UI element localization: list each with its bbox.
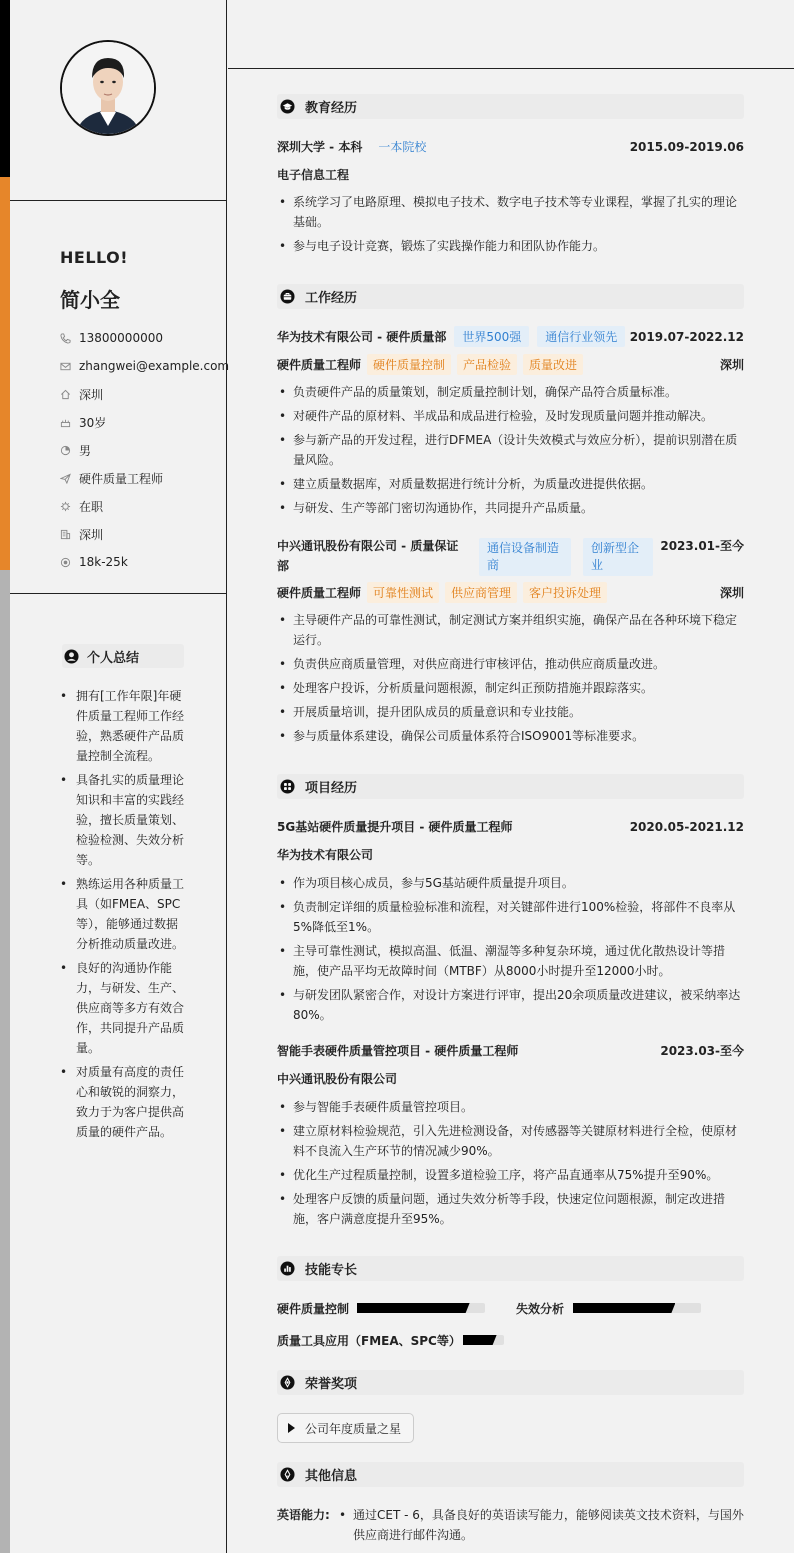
send-icon	[60, 473, 71, 484]
award-icon	[280, 1375, 295, 1390]
job-role-row	[277, 354, 744, 375]
skill-tag: 产品检验	[457, 354, 517, 375]
other-item: • 通过CET - 6，具备良好的英语读写能力，能够阅读英文技术资料，与国外供应商进行邮件沟通。	[337, 1505, 744, 1545]
skill-tag: 质量改进	[523, 354, 583, 375]
skill-tag: 客户投诉处理	[523, 582, 607, 603]
projects-heading	[277, 774, 744, 799]
project-item: • 作为项目核心成员，参与5G基站硬件质量提升项目。	[277, 873, 744, 893]
project-item: • 参与智能手表硬件质量管控项目。	[277, 1097, 744, 1117]
honors-title: 荣誉奖项	[305, 1377, 358, 1392]
building-icon	[60, 529, 71, 540]
info-email	[60, 352, 230, 380]
honors-heading	[277, 1370, 744, 1395]
user-circle-icon	[64, 649, 79, 664]
major: 电子信息工程	[277, 168, 350, 182]
person-name: 简小全	[60, 288, 120, 312]
job-company-line2: 部	[277, 559, 290, 573]
status-icon	[60, 501, 71, 512]
age-icon	[60, 417, 71, 428]
header-divider	[228, 68, 794, 69]
job-company: 华为技术有限公司 - 硬件质量部	[277, 330, 447, 344]
info-text: 在职	[79, 499, 104, 514]
job-bullets	[277, 610, 744, 750]
info-text: 深圳	[79, 387, 104, 402]
education-item: • 参与电子设计竞赛，锻炼了实践操作能力和团队协作能力。	[277, 236, 744, 256]
skill-tag: 硬件质量控制	[367, 354, 451, 375]
briefcase-icon	[280, 289, 295, 304]
info-icon	[280, 1467, 295, 1482]
salary-icon	[60, 557, 71, 568]
other-title: 其他信息	[305, 1469, 358, 1484]
summary-item: • 良好的沟通协作能力，与研发、生产、供应商等多方有效合作，共同提升产品质量。	[60, 958, 188, 1058]
project-header	[277, 1042, 744, 1059]
sidebar	[10, 0, 230, 1553]
info-text: zhangwei@example.com	[79, 359, 230, 373]
job-item: • 负责硬件产品的质量策划，制定质量控制计划，确保产品符合质量标准。	[277, 382, 744, 402]
project-item: • 优化生产过程质量控制，设置多道检验工序，将产品直通率从75%提升至90%。	[277, 1165, 744, 1185]
stripe-gray	[0, 570, 10, 1553]
sidebar-divider	[10, 593, 227, 594]
home-icon	[60, 389, 71, 400]
grid-icon	[280, 779, 295, 794]
info-city	[60, 520, 230, 548]
job-item: • 开展质量培训，提升团队成员的质量意识和专业技能。	[277, 702, 744, 722]
summary-item: • 拥有[工作年限]年硬件质量工程师工作经验，熟悉硬件产品质量控制全流程。	[60, 686, 188, 766]
company-tag: 通信设备制造商	[479, 538, 571, 576]
info-gender	[60, 436, 230, 464]
skills-heading	[277, 1256, 744, 1281]
education-bullets	[277, 192, 744, 260]
job-date: 2023.01-至今	[660, 539, 744, 553]
skill-bar-track	[357, 1303, 485, 1313]
skill-name: 硬件质量控制	[277, 1302, 350, 1316]
skill-bar-track	[463, 1335, 504, 1345]
left-color-stripe	[0, 0, 10, 1553]
school-tag: 一本院校	[378, 140, 427, 154]
project-name: 智能手表硬件质量管控项目 - 硬件质量工程师	[277, 1044, 519, 1058]
education-item: • 系统学习了电路原理、模拟电子技术、数字电子技术等专业课程，掌握了扎实的理论基础。	[277, 192, 744, 232]
stripe-orange	[0, 177, 10, 570]
stripe-black	[0, 0, 10, 177]
project-date: 2023.03-至今	[660, 1044, 744, 1058]
projects-title: 项目经历	[305, 781, 358, 796]
work-heading	[277, 284, 744, 309]
job-item: • 负责供应商质量管理，对供应商进行审核评估，推动供应商质量改进。	[277, 654, 744, 674]
project-header	[277, 818, 744, 835]
project-item: • 负责制定详细的质量检验标准和流程，对关键部件进行100%检验，将部件不良率从5%降低至1%。	[277, 897, 744, 937]
project-company: 中兴通讯股份有限公司	[277, 1072, 398, 1086]
info-text: 深圳	[79, 527, 104, 542]
skill-name: 质量工具应用（FMEA、SPC等）	[277, 1334, 461, 1348]
avatar	[60, 40, 156, 136]
education-heading	[277, 94, 744, 119]
job-date: 2019.07-2022.12	[629, 329, 744, 344]
job-item: • 建立质量数据库，对质量数据进行统计分析，为质量改进提供依据。	[277, 474, 744, 494]
summary-item: • 对质量有高度的责任心和敏锐的洞察力，致力于为客户提供高质量的硬件产品。	[60, 1062, 188, 1142]
sidebar-divider	[10, 200, 227, 201]
summary-title: 个人总结	[87, 650, 140, 666]
project-item: • 建立原材料检验规范，引入先进检测设备，对传感器等关键原材料进行全检，使原材料不良流入生产环节的情况减少90%。	[277, 1121, 744, 1161]
info-status	[60, 492, 230, 520]
info-position	[60, 464, 230, 492]
skill-bar-fill	[357, 1303, 470, 1313]
project-bullets	[277, 1097, 744, 1233]
summary-item: • 具备扎实的质量理论知识和丰富的实践经验，擅长质量策划、检验检测、失效分析等。	[60, 770, 188, 870]
gender-icon	[60, 445, 71, 456]
job-role: 硬件质量工程师	[277, 358, 362, 372]
job-item: • 对硬件产品的原材料、半成品和成品进行检验，及时发现质量问题并推动解决。	[277, 406, 744, 426]
company-tag: 世界500强	[454, 326, 529, 347]
mail-icon	[60, 361, 71, 372]
education-row	[277, 138, 744, 155]
info-text: 男	[79, 443, 92, 458]
skill-name: 失效分析	[516, 1302, 565, 1316]
company-tag: 创新型企业	[583, 538, 653, 576]
skill-bar-track	[573, 1303, 701, 1313]
skill-tag: 可靠性测试	[367, 582, 439, 603]
job-header	[277, 326, 744, 347]
other-heading	[277, 1462, 744, 1487]
skill-bar-fill	[573, 1303, 675, 1313]
phone-icon	[60, 333, 71, 344]
job-item: • 处理客户投诉，分析质量问题根源，制定纠正预防措施并跟踪落实。	[277, 678, 744, 698]
info-phone	[60, 324, 230, 352]
job-item: • 参与新产品的开发过程，进行DFMEA（设计失效模式与效应分析），提前识别潜在质量风险。	[277, 430, 744, 470]
skill-bar-fill	[463, 1335, 497, 1345]
info-text: 13800000000	[79, 331, 163, 345]
award-item[interactable]	[277, 1413, 414, 1443]
school-name: 深圳大学 - 本科	[277, 140, 363, 154]
graduation-cap-icon	[280, 99, 295, 114]
job-role: 硬件质量工程师	[277, 586, 362, 600]
education-title: 教育经历	[305, 101, 358, 116]
summary-list	[60, 686, 188, 1146]
job-company-line1: 中兴通讯股份有限公司 - 质量保证	[277, 539, 459, 553]
english-label: 英语能力:	[277, 1508, 330, 1522]
summary-item: • 熟练运用各种质量工具（如FMEA、SPC等），能够通过数据分析推动质量改进。	[60, 874, 188, 954]
skills-title: 技能专长	[305, 1263, 358, 1278]
contact-info-list	[60, 324, 230, 576]
play-icon	[288, 1423, 295, 1433]
project-item: • 与研发团队紧密合作，对设计方案进行评审，提出20余项质量改进建议，被采纳率达80%。	[277, 985, 744, 1025]
info-age	[60, 408, 230, 436]
job-item: • 主导硬件产品的可靠性测试，制定测试方案并组织实施，确保产品在各种环境下稳定运行。	[277, 610, 744, 650]
job-city: 深圳	[719, 586, 744, 600]
job-city: 深圳	[719, 358, 744, 372]
work-title: 工作经历	[305, 291, 358, 306]
info-text: 30岁	[79, 415, 107, 430]
job-company	[277, 536, 477, 576]
info-location	[60, 380, 230, 408]
other-bullets	[337, 1505, 744, 1549]
job-bullets	[277, 382, 744, 522]
job-item: • 与研发、生产等部门密切沟通协作，共同提升产品质量。	[277, 498, 744, 518]
bar-chart-icon	[280, 1261, 295, 1276]
company-tag: 通信行业领先	[537, 326, 625, 347]
summary-heading	[62, 644, 184, 668]
project-item: • 主导可靠性测试，模拟高温、低温、潮湿等多种复杂环境，通过优化散热设计等措施，使产品平均无故障时间（MTBF）从8000小时提升至12000小时。	[277, 941, 744, 981]
project-company: 华为技术有限公司	[277, 848, 374, 862]
info-text: 硬件质量工程师	[79, 471, 164, 486]
project-item: • 处理客户反馈的质量问题，通过失效分析等手段，快速定位问题根源，制定改进措施，客户满意度提升至95%。	[277, 1189, 744, 1229]
project-date: 2020.05-2021.12	[629, 819, 744, 834]
project-name: 5G基站硬件质量提升项目 - 硬件质量工程师	[277, 820, 513, 834]
award-text: 公司年度质量之星	[305, 1421, 402, 1436]
info-salary	[60, 548, 230, 576]
project-bullets	[277, 873, 744, 1029]
skill-tag: 供应商管理	[445, 582, 517, 603]
education-date: 2015.09-2019.06	[629, 139, 744, 154]
hello-heading: HELLO!	[60, 248, 129, 267]
info-text: 18k-25k	[79, 555, 128, 569]
job-item: • 参与质量体系建设，确保公司质量体系符合ISO9001等标准要求。	[277, 726, 744, 746]
job-role-row	[277, 582, 744, 603]
avatar-portrait-icon	[62, 42, 154, 134]
